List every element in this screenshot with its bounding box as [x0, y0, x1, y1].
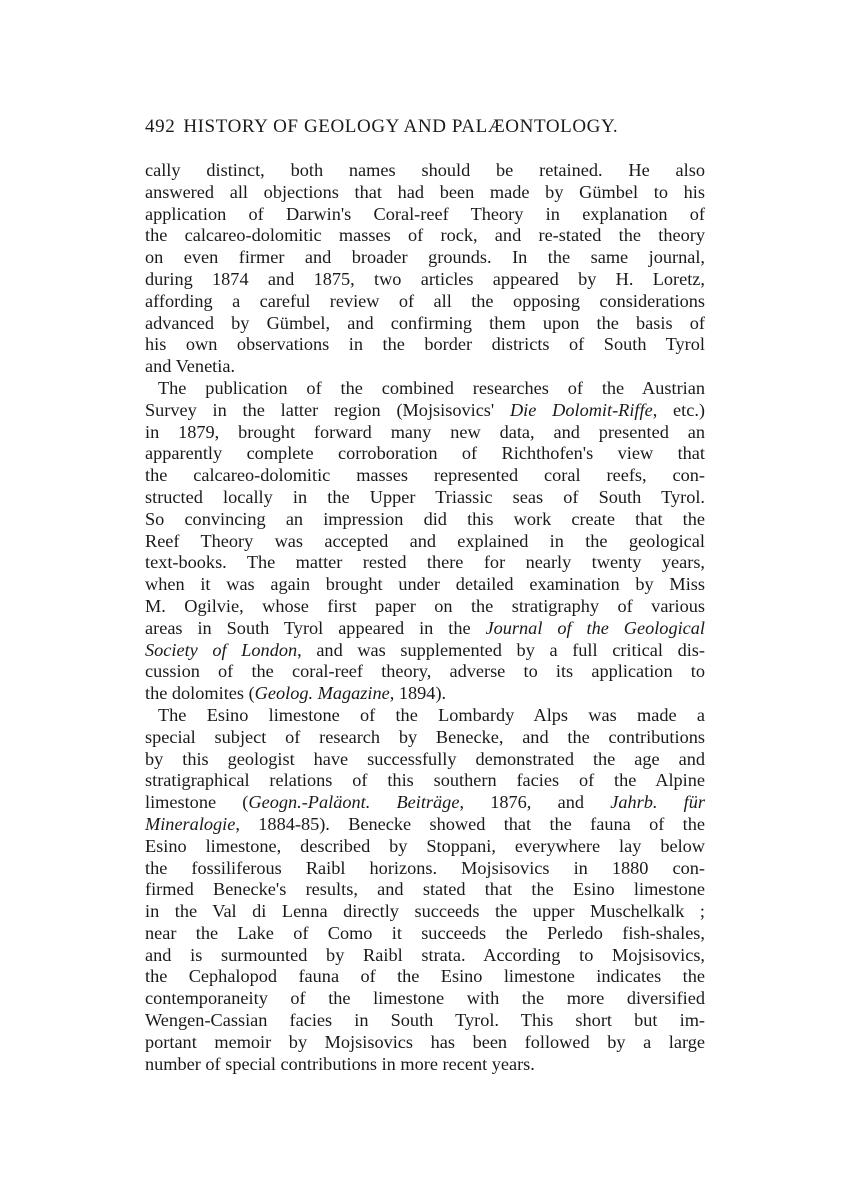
text-line: [145, 356, 705, 378]
text-line: [145, 683, 705, 705]
text-line: [145, 334, 705, 356]
text-segment: Esino limestone, described by Stoppani, everywhere lay below: [145, 835, 705, 856]
text-line: [145, 596, 705, 618]
text-line: [145, 879, 705, 901]
text-segment: , etc.): [652, 399, 705, 420]
text-line: [145, 182, 705, 204]
paragraph-first-line: [145, 705, 705, 727]
text-line: [145, 465, 705, 487]
text-segment: answered all objections that had been made by Gümbel to his: [145, 181, 705, 202]
text-line: [145, 727, 705, 749]
text-line: [145, 749, 705, 771]
text-segment: his own observations in the border districts of South Tyrol: [145, 334, 705, 355]
text-segment: special subject of research by Benecke, and the contributions: [145, 726, 705, 747]
text-segment: portant memoir by Mojsisovics has been followed by a large: [145, 1031, 705, 1052]
text-line: [145, 770, 705, 792]
text-segment: the calcareo-dolomitic masses of rock, and re-stated the theory: [145, 225, 705, 246]
text-segment: firmed Benecke's results, and stated that the Esino limestone: [145, 879, 705, 900]
text-segment: near the Lake of Como it succeeds the Perledo fish-shales,: [145, 922, 705, 943]
text-line: [145, 269, 705, 291]
italic-title: Society of London: [145, 639, 298, 660]
text-line: [145, 574, 705, 596]
text-line: [145, 661, 705, 683]
text-segment: the fossiliferous Raibl horizons. Mojsisovics in 1880 con-: [145, 857, 705, 878]
text-segment: M. Ogilvie, whose first paper on the stratigraphy of various: [145, 595, 705, 616]
text-line: [145, 792, 705, 814]
body-text: [145, 160, 705, 1075]
text-line: [145, 1032, 705, 1054]
text-line: [145, 1010, 705, 1032]
text-line: [145, 291, 705, 313]
running-title: HISTORY OF GEOLOGY AND PALÆONTOLOGY.: [183, 116, 619, 137]
text-segment: cussion of the coral-reef theory, adverse to its application to: [145, 661, 705, 682]
text-line: [145, 552, 705, 574]
text-segment: advanced by Gümbel, and confirming them upon the basis of: [145, 312, 705, 333]
text-line: [145, 400, 705, 422]
text-segment: So convincing an impression did this work create that the: [145, 508, 705, 529]
text-segment: The publication of the combined researches of the Austrian: [158, 377, 705, 398]
text-line: [145, 618, 705, 640]
text-segment: during 1874 and 1875, two articles appeared by H. Loretz,: [145, 268, 705, 289]
text-segment: the calcareo-dolomitic masses represented coral reefs, con-: [145, 465, 705, 486]
text-segment: Survey in the latter region (Mojsisovics': [145, 399, 510, 420]
text-line: [145, 225, 705, 247]
text-line: [145, 945, 705, 967]
text-segment: application of Darwin's Coral-reef Theory in explanation of: [145, 203, 705, 224]
text-line: [145, 966, 705, 988]
text-line: [145, 487, 705, 509]
page-number: 492: [145, 116, 176, 137]
italic-title: Mineralogie: [145, 813, 236, 834]
text-segment: in the Val di Lenna directly succeeds the upper Muschelkalk ;: [145, 901, 705, 922]
text-segment: areas in South Tyrol appeared in the: [145, 617, 486, 638]
italic-title: Die Dolomit-Riffe: [509, 399, 653, 420]
text-line: [145, 204, 705, 226]
text-segment: by this geologist have successfully demonstrated the age and: [145, 748, 705, 769]
paragraph-first-line: [145, 378, 705, 400]
text-segment: cally distinct, both names should be retained. He also: [145, 160, 705, 180]
text-segment: on even firmer and broader grounds. In the same journal,: [145, 247, 705, 268]
text-line: [145, 988, 705, 1010]
italic-title: Journal of the Geological: [485, 617, 705, 638]
text-line: [145, 160, 705, 182]
italic-title: Geogn.-Paläont. Beiträge: [248, 792, 460, 813]
text-segment: the Cephalopod fauna of the Esino limestone indicates the: [145, 966, 705, 987]
text-line: [145, 313, 705, 335]
italic-title: Jahrb. für: [610, 792, 705, 813]
text-segment: limestone (: [145, 792, 249, 813]
text-segment: , 1884-85). Benecke showed that the fauna of the: [235, 813, 705, 834]
text-line: [145, 1054, 705, 1076]
text-segment: number of special contributions in more recent years.: [145, 1053, 535, 1074]
text-segment: Wengen-Cassian facies in South Tyrol. This short but im-: [145, 1010, 705, 1031]
text-segment: stratigraphical relations of this southern facies of the Alpine: [145, 770, 705, 791]
text-line: [145, 814, 705, 836]
text-line: [145, 901, 705, 923]
text-segment: text-books. The matter rested there for nearly twenty years,: [145, 552, 705, 573]
text-segment: The Esino limestone of the Lombardy Alps was made a: [158, 704, 705, 725]
text-line: [145, 509, 705, 531]
text-segment: the dolomites (: [145, 683, 255, 704]
italic-title: Geolog. Magazine: [254, 683, 390, 704]
text-segment: , 1894).: [389, 683, 447, 704]
text-line: [145, 531, 705, 553]
text-segment: and is surmounted by Raibl strata. According to Mojsisovics,: [145, 944, 705, 965]
text-line: [145, 640, 705, 662]
text-segment: in 1879, brought forward many new data, and presented an: [145, 421, 705, 442]
text-segment: apparently complete corroboration of Richthofen's view that: [145, 443, 705, 464]
text-segment: , 1876, and: [459, 792, 611, 813]
text-line: [145, 923, 705, 945]
text-segment: structed locally in the Upper Triassic seas of South Tyrol.: [145, 486, 705, 507]
text-segment: when it was again brought under detailed examination by Miss: [145, 574, 705, 595]
running-header: [145, 116, 720, 138]
text-line: [145, 247, 705, 269]
text-segment: contemporaneity of the limestone with the more diversified: [145, 988, 705, 1009]
text-line: [145, 443, 705, 465]
text-segment: , and was supplemented by a full critical dis-: [297, 639, 705, 660]
text-line: [145, 422, 705, 444]
text-segment: and Venetia.: [145, 356, 236, 377]
text-segment: affording a careful review of all the opposing considerations: [145, 290, 705, 311]
text-line: [145, 858, 705, 880]
text-segment: Reef Theory was accepted and explained in the geological: [145, 530, 705, 551]
text-line: [145, 836, 705, 858]
